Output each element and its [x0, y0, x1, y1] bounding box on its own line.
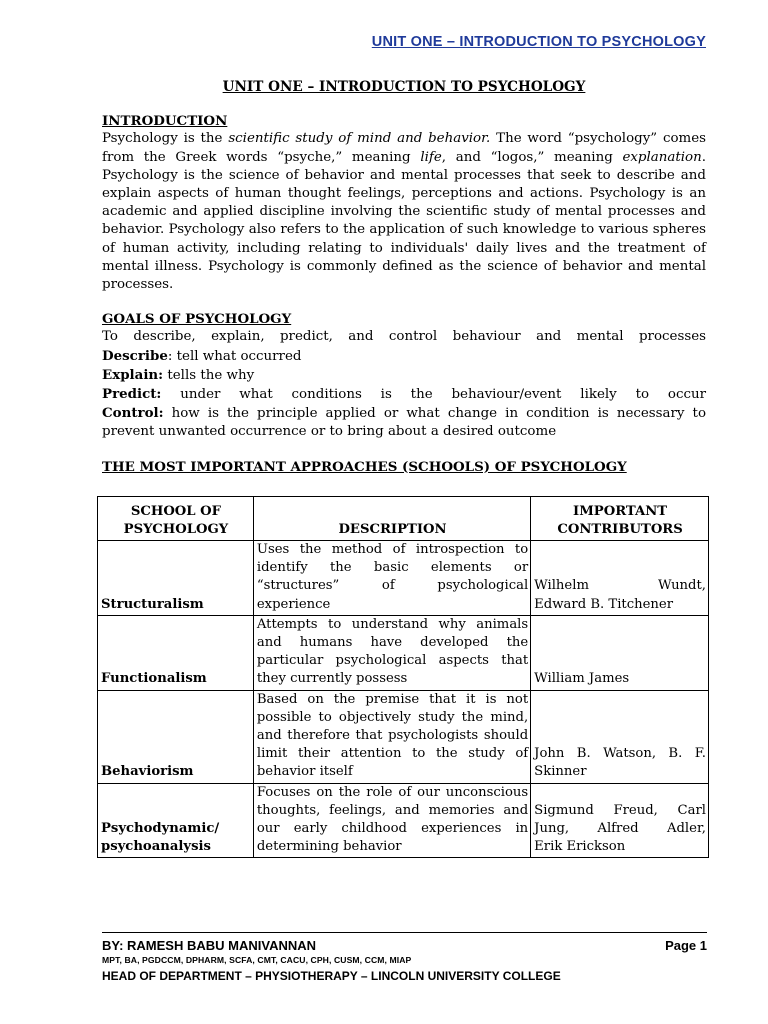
page-footer	[102, 932, 707, 983]
school-description: Uses the method of introspection to identify the basic elements or “structures” of psychological experience	[253, 541, 530, 616]
goals-heading: GOALS OF PSYCHOLOGY	[102, 311, 292, 328]
approaches-heading: THE MOST IMPORTANT APPROACHES (SCHOOLS) OF PSYCHOLOGY	[102, 458, 627, 475]
school-contributors: William James	[531, 615, 709, 690]
table-header-row	[98, 497, 709, 541]
school-name: Functionalism	[98, 615, 254, 690]
footer-department: HEAD OF DEPARTMENT – PHYSIOTHERAPY – LINCOLN UNIVERSITY COLLEGE	[102, 969, 561, 983]
introduction-paragraph: Psychology is the scientific study of mind and behavior. The word “psychology” comes from the Greek words “psyche,” meaning life, and “logos,” meaning explanation. Psychology is the science of behavior and mental processes that seek to describe and explain aspects of human thought feelings, perceptions and actions. Psychology is an academic and applied discipline involving the scientific study of mental processes and behavior. Psychology also refers to the application of such knowledge to various spheres of human activity, including relating to individuals' daily lives and the treatment of mental illness. Psychology is commonly defined as the science of behavior and mental processes.	[102, 131, 706, 293]
school-contributors: Sigmund Freud, Carl Jung, Alfred Adler, Erik Erickson	[531, 783, 709, 858]
table-row	[98, 615, 709, 690]
introduction-section	[102, 112, 706, 294]
goal-explain: Explain: tells the why	[102, 366, 255, 383]
page-title: UNIT ONE – INTRODUCTION TO PSYCHOLOGY	[222, 79, 586, 95]
goals-intro: To describe, explain, predict, and control behaviour and mental processes	[102, 329, 706, 345]
column-header-school: SCHOOL OF PSYCHOLOGY	[98, 497, 254, 541]
school-description: Focuses on the role of our unconscious thoughts, feelings, and memories and our early childhood experiences in determining behavior	[253, 783, 530, 858]
column-header-description: DESCRIPTION	[253, 497, 530, 541]
footer-qualifications: MPT, BA, PGDCCM, DPHARM, SCFA, CMT, CACU, CPH, CUSM, CCM, MIAP	[102, 955, 412, 965]
goal-predict: Predict: under what conditions is the behaviour/event likely to occur	[102, 386, 706, 403]
footer-divider	[102, 932, 707, 933]
goal-control: Control: how is the principle applied or what change in condition is necessary to prevent unwanted occurrence or to bring about a desired outcome	[102, 405, 706, 440]
goals-section	[102, 310, 706, 441]
page-number: Page 1	[665, 938, 707, 953]
column-header-contributors: IMPORTANT CONTRIBUTORS	[531, 497, 709, 541]
running-header: UNIT ONE – INTRODUCTION TO PSYCHOLOGY	[371, 34, 706, 50]
school-name: Psychodynamic/ psychoanalysis	[98, 783, 254, 858]
goal-describe: Describe: tell what occurred	[102, 347, 302, 364]
document-body	[102, 78, 706, 476]
footer-author: BY: RAMESH BABU MANIVANNAN	[102, 938, 317, 953]
school-description: Attempts to understand why animals and humans have developed the particular psychological aspects that they currently possess	[253, 615, 530, 690]
table-row	[98, 541, 709, 616]
table-row	[98, 783, 709, 858]
school-name: Behaviorism	[98, 690, 254, 783]
table-row	[98, 690, 709, 783]
school-description: Based on the premise that it is not possible to objectively study the mind, and therefore that psychologists should limit their attention to the study of behavior itself	[253, 690, 530, 783]
introduction-heading: INTRODUCTION	[102, 113, 228, 130]
school-contributors: Wilhelm Wundt, Edward B. Titchener	[531, 541, 709, 616]
school-contributors: John B. Watson, B. F. Skinner	[531, 690, 709, 783]
schools-table	[97, 496, 709, 858]
school-name: Structuralism	[98, 541, 254, 616]
